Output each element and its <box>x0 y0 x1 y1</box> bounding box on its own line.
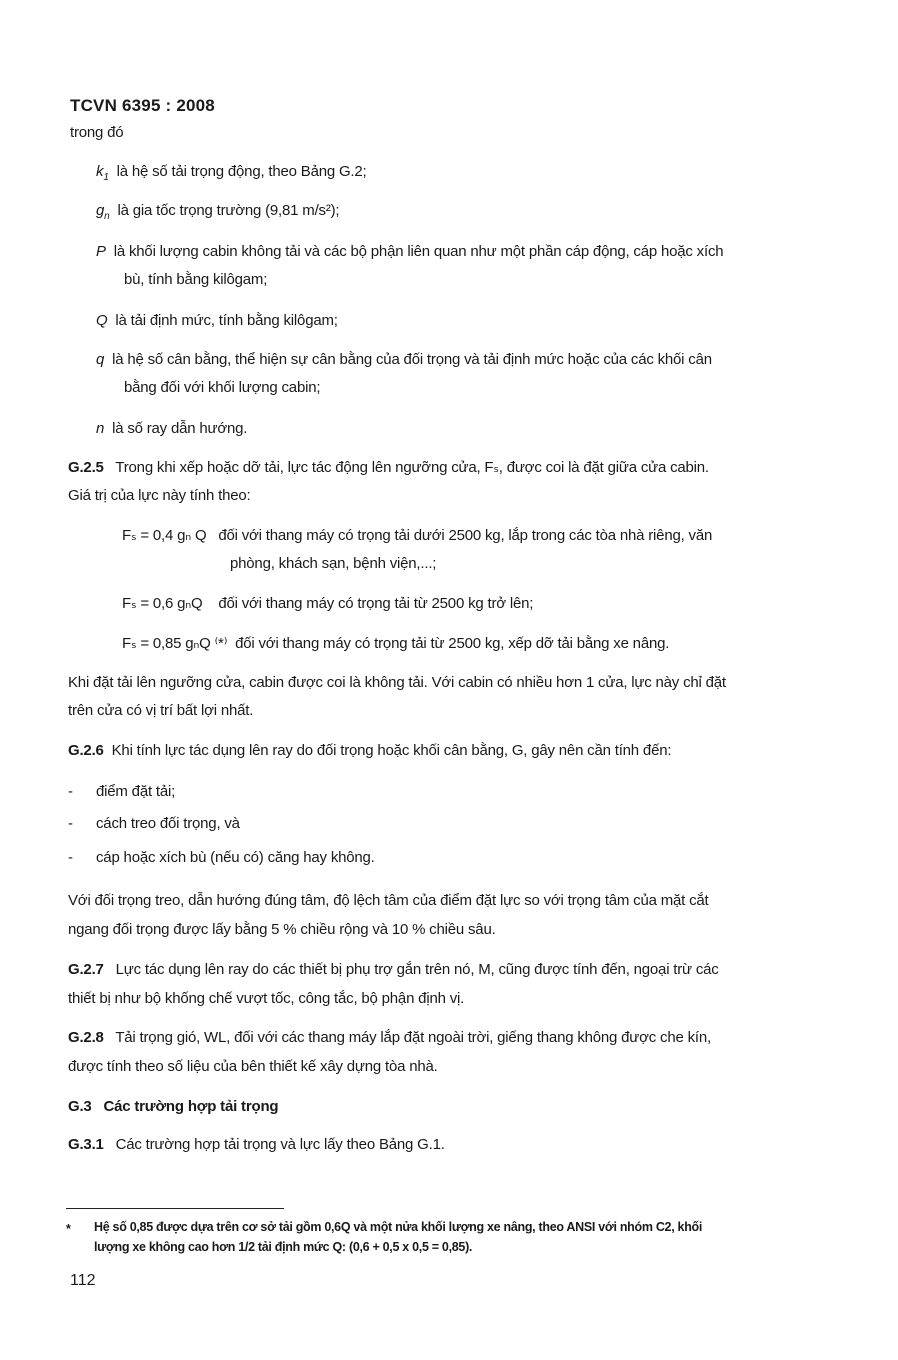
formula-fs-04: Fₛ = 0,4 gₙ Q đối với thang máy có trọng tải dưới 2500 kg, lắp trong các tòa nhà riêng, văn <box>122 527 713 544</box>
definition-p-continued: bù, tính bằng kilôgam; <box>124 271 268 288</box>
definition-q-factor: q là hệ số cân bằng, thể hiện sự cân bằng của đối trọng và tải định mức hoặc của các khối cân <box>96 351 712 368</box>
formula-fs-06: Fₛ = 0,6 gₙQ đối với thang máy có trọng tải từ 2500 kg trở lên; <box>122 595 534 612</box>
intro-text: trong đó <box>70 124 124 141</box>
footnote-divider <box>66 1208 284 1209</box>
definition-n: n là số ray dẫn hướng. <box>96 420 248 437</box>
clause-g27-continued: thiết bị như bộ khống chế vượt tốc, công tắc, bộ phận định vị. <box>68 990 465 1007</box>
definition-p: P là khối lượng cabin không tải và các bộ phận liên quan như một phần cáp động, cáp hoặc xích <box>96 243 724 260</box>
definition-q-factor-continued: bằng đối với khối lượng cabin; <box>124 379 321 396</box>
clause-g25-note-continued: trên cửa có vị trí bất lợi nhất. <box>68 702 254 719</box>
clause-g28-continued: được tính theo số liệu của bên thiết kế xây dựng tòa nhà. <box>68 1058 438 1075</box>
clause-g26: G.2.6 Khi tính lực tác dụng lên ray do đối trọng hoặc khối cân bằng, G, gây nên cần tính đến: <box>68 742 672 759</box>
clause-g25-continued: Giá trị của lực này tính theo: <box>68 487 251 504</box>
clause-g27: G.2.7 Lực tác dụng lên ray do các thiết bị phụ trợ gắn trên nó, M, cũng được tính đến, ngoại trừ các <box>68 961 719 978</box>
definition-gn: $g_n$ là gia tốc trọng trường (9,81 m/s²); <box>96 202 340 222</box>
clause-g26-note-continued: ngang đối trọng được lấy bằng 5 % chiều rộng và 10 % chiều sâu. <box>68 921 496 938</box>
clause-g25-note: Khi đặt tải lên ngưỡng cửa, cabin được coi là không tải. Với cabin có nhiều hơn 1 cửa, lực này chỉ đặt <box>68 674 726 691</box>
clause-g28: G.2.8 Tải trọng gió, WL, đối với các thang máy lắp đặt ngoài trời, giếng thang không được che kín, <box>68 1029 711 1046</box>
definition-k1: $k_1$ là hệ số tải trọng động, theo Bảng G.2; <box>96 163 367 183</box>
formula-fs-085: Fₛ = 0,85 gₙQ ⁽*⁾ đối với thang máy có trọng tải từ 2500 kg, xếp dỡ tải bằng xe nâng. <box>122 635 670 652</box>
footnote-line-1: Hệ số 0,85 được dựa trên cơ sở tải gồm 0,6Q và một nửa khối lượng xe nâng, theo ANSI với nhóm C2, khối <box>94 1220 703 1234</box>
list-item: - điểm đặt tải; <box>68 783 176 800</box>
clause-g26-note: Với đối trọng treo, dẫn hướng đúng tâm, độ lệch tâm của điểm đặt lực so với trọng tâm của mặt cắt <box>68 892 709 909</box>
definition-q-load: Q là tải định mức, tính bằng kilôgam; <box>96 312 338 329</box>
footnote-mark: * <box>66 1222 71 1236</box>
page-number: 112 <box>70 1272 96 1289</box>
clause-g25: G.2.5 Trong khi xếp hoặc dỡ tải, lực tác động lên ngưỡng cửa, Fₛ, được coi là đặt giữa cửa cabin. <box>68 459 709 476</box>
page-header-title: TCVN 6395 : 2008 <box>70 96 215 115</box>
list-item: - cách treo đối trọng, và <box>68 815 240 832</box>
clause-g31: G.3.1 Các trường hợp tải trọng và lực lấy theo Bảng G.1. <box>68 1136 445 1153</box>
footnote-line-2: lượng xe không cao hơn 1/2 tải định mức Q: (0,6 + 0,5 x 0,5 = 0,85). <box>94 1240 473 1254</box>
formula-fs-04-continued: phòng, khách sạn, bệnh viện,...; <box>230 555 437 572</box>
list-item: - cáp hoặc xích bù (nếu có) căng hay không. <box>68 849 375 866</box>
section-g3-heading: G.3 Các trường hợp tải trọng <box>68 1098 279 1115</box>
